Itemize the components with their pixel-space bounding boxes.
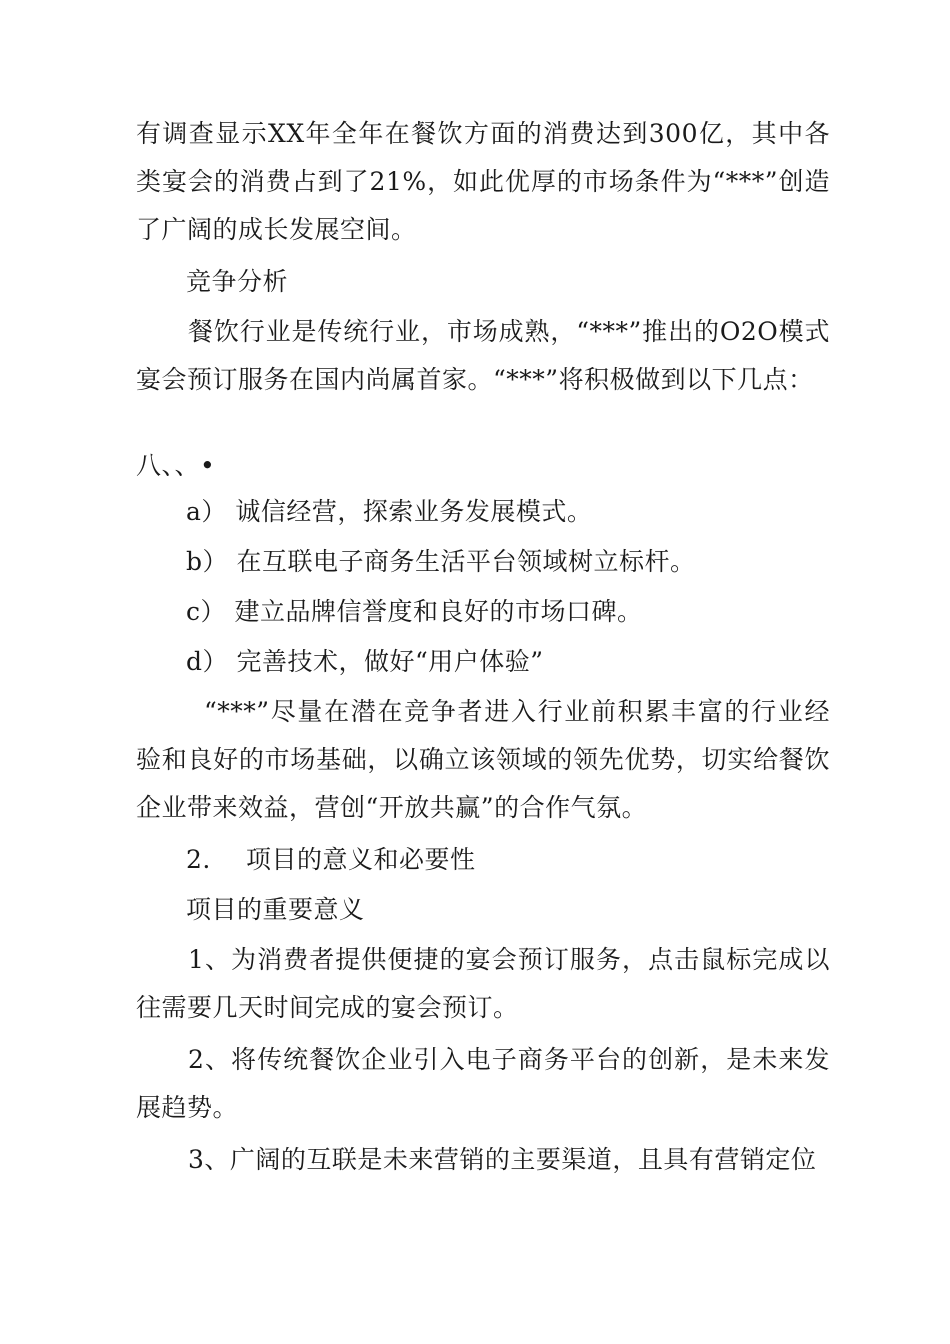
- paragraph-competitive-advantage: “***”尽量在潜在竞争者进入行业前积累丰富的行业经验和良好的市场基础，以确立该领域的领先优势，切实给餐饮企业带来效益，营创“开放共赢”的合作气氛。: [136, 697, 830, 822]
- list-item-b: b） 在互联电子商务生活平台领域树立标杆。: [186, 547, 696, 576]
- list-item-c: c） 建立品牌信誉度和良好的市场口碑。: [186, 597, 643, 626]
- paragraph-industry: 餐饮行业是传统行业，市场成熟，“***”推出的O2O模式宴会预订服务在国内尚属首家。“***”将积极做到以下几点：: [136, 317, 830, 394]
- point-1: 1、为消费者提供便捷的宴会预订服务，点击鼠标完成以往需要几天时间完成的宴会预订。: [136, 945, 830, 1022]
- list-item-d: d） 完善技术，做好“用户体验”: [186, 647, 544, 676]
- paragraph-market-data: 有调查显示XX年全年在餐饮方面的消费达到300亿，其中各类宴会的消费占到了21%，如此优厚的市场条件为“***”创造了广阔的成长发展空间。: [136, 119, 830, 244]
- point-3: 3、广阔的互联是未来营销的主要渠道，且具有营销定位: [188, 1145, 817, 1174]
- section-title: 项目的意义和必要性: [246, 845, 476, 874]
- section-heading-2: [186, 836, 826, 884]
- section-number: 2.: [186, 845, 211, 874]
- point-2: 2、将传统餐饮企业引入电子商务平台的创新，是未来发展趋势。: [136, 1045, 830, 1122]
- heading-competition-analysis: 竞争分析: [186, 267, 289, 296]
- list-item-a: a） 诚信经营，探索业务发展模式。: [186, 497, 593, 526]
- heading-importance: 项目的重要意义: [186, 895, 365, 924]
- bullet-marker: 八、、•: [136, 451, 216, 480]
